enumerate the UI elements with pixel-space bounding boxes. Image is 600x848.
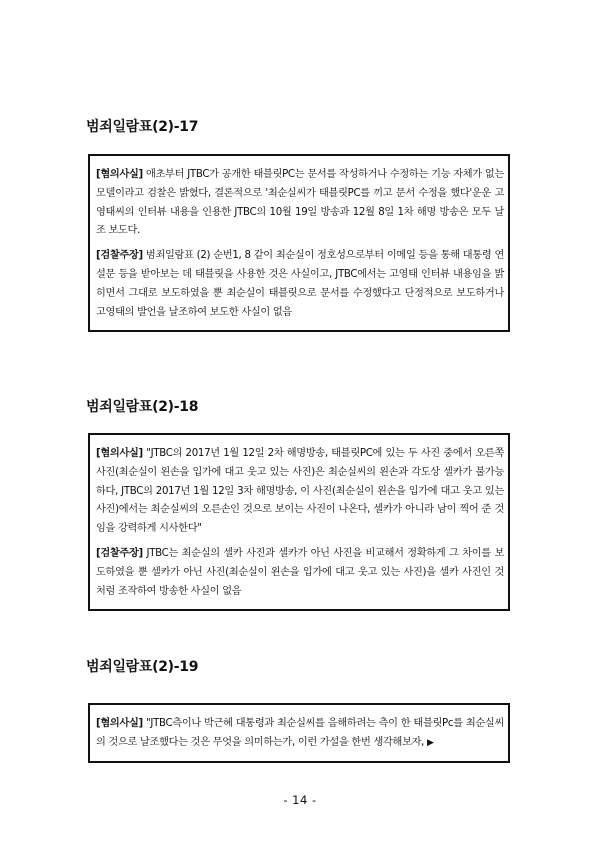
prosecution-label: [검찰주장] bbox=[96, 250, 143, 262]
prosecution-paragraph bbox=[96, 545, 504, 601]
section-box-18 bbox=[88, 433, 510, 611]
prosecution-label: [검찰주장] bbox=[96, 547, 143, 559]
section-box-17 bbox=[88, 154, 510, 332]
allegation-paragraph bbox=[96, 715, 504, 753]
allegation-text: "JTBC의 2017년 1월 12일 2차 해명방송, 태블릿PC에 있는 두 사진 중에서 오른쪽 사진(최순실이 왼손을 입가에 대고 웃고 있는 사진)은 최순실씨의 왼손과 각도상 셀카가 불가능하다, JTBC의 2017년 1월 12일 3차 해명방송, 이 사진(최순실이 왼손을 입가에 대고 웃고 있는 사진)에서는 최순실씨의 오른손인 것으로 보이는 사진이 나온다, 셀카가 아니라 남이 찍어 준 것임을 강력하게 시사한다" bbox=[96, 448, 504, 535]
allegation-label: [혐의사실] bbox=[96, 448, 143, 459]
section-heading-18: 범죄일람표(2)-18 bbox=[86, 399, 199, 415]
prosecution-paragraph bbox=[96, 247, 504, 322]
prosecution-text: JTBC는 최순실의 셀카 사진과 셀카가 아닌 사진을 비교해서 정확하게 그 차이를 보도하였을 뿐 셀카가 아닌 사진(최순실이 왼손을 입가에 대고 웃고 있는 사진)을 셀카 사진인 것처럼 조작하여 방송한 사실이 없음 bbox=[96, 547, 504, 597]
continue-arrow-icon: ▶ bbox=[427, 737, 434, 748]
allegation-paragraph bbox=[96, 445, 504, 539]
allegation-label: [혐의사실] bbox=[96, 169, 143, 180]
allegation-text: 애초부터 JTBC가 공개한 태블릿PC는 문서를 작성하거나 수정하는 기능 자체가 없는 모델이라고 검찰은 밝혔다, 결론적으로 '최순실씨가 태블릿PC를 끼고 문서 수정을 했다'운운 고영태씨의 인터뷰 내용을 인용한 JTBC의 10월 19일 방송과 12월 8일 1차 해명 방송은 모두 날조 보도다. bbox=[96, 169, 504, 237]
prosecution-text: 범죄일람표 (2) 순번1, 8 같이 최순실이 정호성으로부터 이메일 등을 통해 대통령 연설문 등을 받아보는 데 태블릿을 사용한 것은 사실이고, JTBC에서는 고영태 인터뷰 내용임을 밝히면서 그대로 보도하였을 뿐 최순실이 태블릿으로 문서를 수정했다고 단정적으로 보도하거나 고영태의 발언을 날조하여 보도한 사실이 없음 bbox=[96, 250, 504, 318]
allegation-label: [혐의사실] bbox=[96, 718, 143, 729]
section-heading-17: 범죄일람표(2)-17 bbox=[86, 119, 199, 135]
section-heading-19: 범죄일람표(2)-19 bbox=[86, 659, 199, 675]
page-number: - 14 - bbox=[283, 793, 317, 807]
allegation-text: "JTBC측이나 박근혜 대통령과 최순실씨를 음해하려는 측이 한 태블릿Pc를 최순실씨의 것으로 날조했다는 것은 무엇을 의미하는가, 이런 가설을 한번 생각해보자, bbox=[96, 718, 504, 748]
allegation-paragraph bbox=[96, 166, 504, 241]
section-box-19 bbox=[88, 703, 510, 763]
